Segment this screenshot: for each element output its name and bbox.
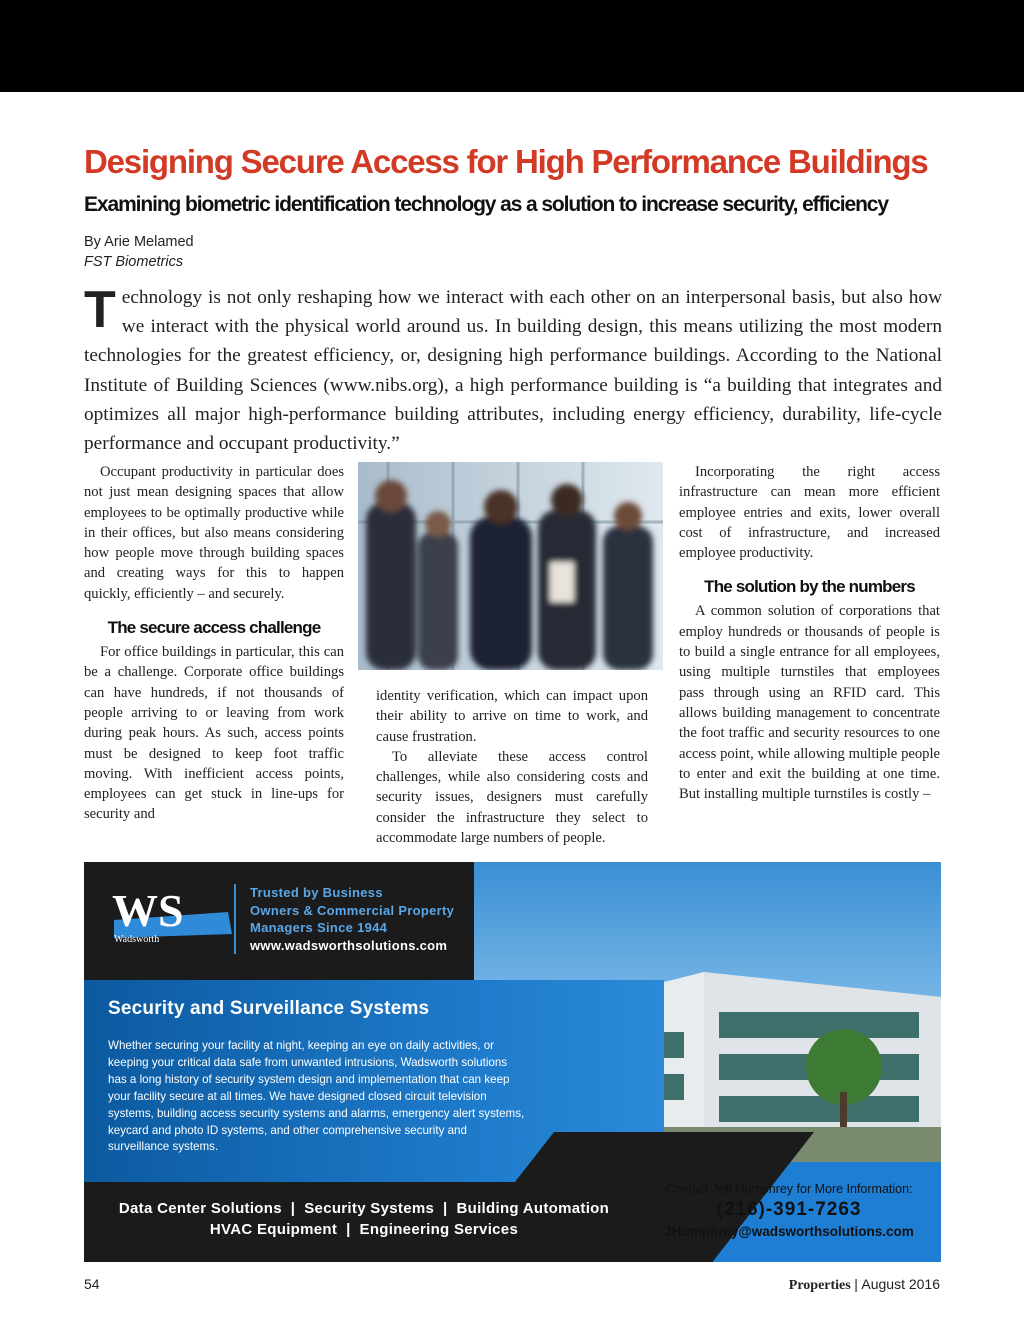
ws-logo-icon bbox=[108, 882, 238, 948]
footer-separator: | bbox=[854, 1276, 858, 1292]
column-1 bbox=[84, 462, 344, 825]
section-heading-secure-access: The secure access challenge bbox=[107, 618, 321, 638]
col1-paragraph-2: For office buildings in particular, this can be a challenge. Corporate office buildings can have hundreds, if not thousands of people arriving to or leaving from work during peak hours. As such, access points must be designed to keep foot traffic moving. With inefficient access points, employees can get stuck in line-ups for security and bbox=[84, 644, 344, 823]
services-line-2: HVAC Equipment | Engineering Services bbox=[209, 1221, 519, 1238]
author-organization: FST Biometrics bbox=[84, 254, 184, 270]
wadsworth-logo[interactable] bbox=[108, 882, 238, 948]
col3-paragraph-2: A common solution of corporations that employ hundreds or thousands of people is to build a single entrance for all employees, using multiple turnstiles that employees pass through using an RFID card. This allows building management to concentrate the foot traffic and security resources to one access point, while allowing multiple people to enter and exit the building at one time. But installing multiple turnstiles is costly – bbox=[679, 603, 940, 803]
article-photo-business-people-walking bbox=[358, 462, 663, 670]
tagline-line-1: Trusted by Business bbox=[250, 885, 383, 900]
wadsworth-advertisement[interactable] bbox=[84, 862, 941, 1262]
ad-tagline bbox=[234, 884, 454, 954]
logo-name: Wadsworth bbox=[114, 934, 160, 945]
publication-name: Properties bbox=[788, 1278, 851, 1293]
col2-paragraph-2: To alleviate these access control challenges, while also considering costs and security issues, designers must carefully consider the infrastructure they select to accommodate large numbers of people. bbox=[376, 748, 648, 847]
lede-paragraph bbox=[84, 283, 942, 458]
services-line-1: Data Center Solutions | Security Systems | Building Automation bbox=[118, 1200, 610, 1217]
ad-website-link[interactable]: www.wadsworthsolutions.com bbox=[250, 937, 448, 953]
contact-label: Contact Jeff Humphrey for More Information: bbox=[665, 1182, 913, 1196]
drop-cap: T bbox=[84, 281, 116, 339]
col1-paragraph-1: Occupant productivity in particular does not just mean designing spaces that allow employees to be optimally productive while in their offices, but also means considering how people move through building spaces and creating ways for this to happen quickly, efficiently – and securely. bbox=[84, 464, 344, 602]
article-subtitle: Examining biometric identification technology as a solution to increase security, efficiency bbox=[84, 193, 888, 216]
section-heading-solution: The solution by the numbers bbox=[704, 577, 915, 597]
column-3 bbox=[679, 462, 940, 804]
contact-phone[interactable]: (216)-391-7263 bbox=[716, 1199, 862, 1220]
photo-illustration bbox=[358, 462, 663, 670]
contact-email[interactable]: JHumphrey@wadsworthsolutions.com bbox=[664, 1224, 914, 1239]
logo-letters: WS bbox=[112, 885, 184, 936]
ad-contact-info bbox=[644, 1180, 934, 1242]
col2-paragraph-1: identity verification, which can impact upon their ability to arrive on time to work, and cause frustration. bbox=[376, 688, 648, 745]
tagline-line-2: Owners & Commercial Property bbox=[250, 902, 455, 918]
col3-paragraph-1: Incorporating the right access infrastructure can mean more efficient employee entries and exits, lower overall cost of infrastructure, and increased employee productivity. bbox=[679, 464, 940, 562]
publication-footer bbox=[789, 1276, 940, 1294]
ad-heading: Security and Surveillance Systems bbox=[108, 998, 430, 1019]
page-number: 54 bbox=[84, 1276, 100, 1292]
ad-services-list bbox=[84, 1198, 644, 1240]
tagline-line-3: Managers Since 1944 bbox=[250, 920, 388, 935]
lede-text: echnology is not only reshaping how we interact with each other on an interpersonal basis, but also how we interact with the physical world around us. In building design, this means utilizing the most modern technologies for the greatest efficiency, or, designing high performance buildings. According to the National Institute of Building Sciences (www.nibs.org), a high performance building is “a building that integrates and optimizes all major high-performance building attributes, including energy efficiency, durability, life-cycle performance and occupant productivity.” bbox=[84, 287, 942, 455]
article-title: Designing Secure Access for High Performance Buildings bbox=[84, 143, 928, 180]
author-name: By Arie Melamed bbox=[84, 234, 194, 250]
byline bbox=[84, 232, 194, 272]
top-black-bar bbox=[0, 0, 1024, 92]
issue-date: August 2016 bbox=[861, 1276, 940, 1292]
ad-body-text: Whether securing your facility at night, keeping an eye on daily activities, or keeping your critical data safe from unwanted intrusions, Wadsworth solutions has a long history of security system design and implementation that can keep your facility secure at all times. We have designed closed circuit television systems, building access security systems and alarms, emergency alert systems, keycard and photo ID systems, and other comprehensive security and surveillance systems. bbox=[108, 1039, 525, 1154]
column-2 bbox=[376, 686, 648, 848]
